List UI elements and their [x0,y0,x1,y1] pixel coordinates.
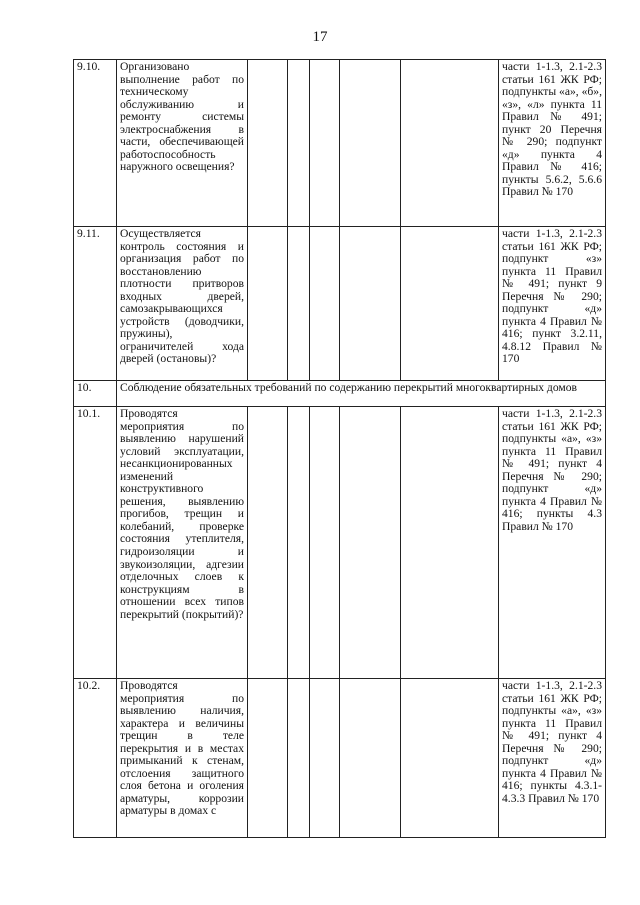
section-row [74,381,606,407]
reference-cell: части 1-1.3, 2.1-2.3 статьи 161 ЖК РФ; подпункты «а», «з» пункта 11 Правил № 491; пункт 4 Перечня № 290; подпункт «д» пункта 4 Правил № 416; пункты 4.3 Правил № 170 [499,407,606,679]
answer-na-cell [310,60,340,227]
item-number: 10.1. [74,407,117,679]
comment-cell [401,407,499,679]
question-cell: Осуществляется контроль состояния и организация работ по восстановлению плотности притворов входных дверей, самозакрывающихся устройств (доводчики, пружины), ограничителей хода дверей (остановы)? [117,227,248,381]
reference-cell: части 1-1.3, 2.1-2.3 статьи 161 ЖК РФ; подпункты «а», «з» пункта 11 Правил № 491; пункт 4 Перечня № 290; подпункт «д» пункта 4 Правил № 416; пункты 4.3.1-4.3.3 Правил № 170 [499,679,606,838]
answer-no-cell [288,679,310,838]
section-number: 10. [74,381,117,407]
answer-na-cell [310,407,340,679]
answer-yes-cell [248,60,288,227]
item-number: 9.10. [74,60,117,227]
comment-cell [401,679,499,838]
notes-cell [340,679,401,838]
question-cell: Проводятся мероприятия по выявлению нарушений условий эксплуатации, несанкционированных изменений конструктивного решения, выявлению прогибов, трещин и колебаний, проверке состояния утеплителя, гидроизоляции и звукоизоляции, адгезии отделочных слоев к конструкциям в отношении всех типов перекрытий (покрытий)? [117,407,248,679]
answer-yes-cell [248,227,288,381]
answer-no-cell [288,60,310,227]
section-title: Соблюдение обязательных требований по содержанию перекрытий многоквартирных домов [117,381,606,407]
item-number: 10.2. [74,679,117,838]
answer-na-cell [310,679,340,838]
table-row [74,60,606,227]
answer-no-cell [288,227,310,381]
answer-no-cell [288,407,310,679]
reference-cell: части 1-1.3, 2.1-2.3 статьи 161 ЖК РФ; подпункт «з» пункта 11 Правил № 491; пункт 9 Перечня № 290; подпункт «д» пункта 4 Правил № 416; пункт 3.2.11, 4.8.12 Правил № 170 [499,227,606,381]
notes-cell [340,227,401,381]
question-cell: Проводятся мероприятия по выявлению наличия, характера и величины трещин в теле перекрытия и в местах примыканий к стенам, отслоения защитного слоя бетона и оголения арматуры, коррозии арматуры в домах с [117,679,248,838]
item-number: 9.11. [74,227,117,381]
page-number: 17 [312,29,328,45]
comment-cell [401,60,499,227]
notes-cell [340,60,401,227]
comment-cell [401,227,499,381]
question-cell: Организовано выполнение работ по техническому обслуживанию и ремонту системы электроснабжения в части, обеспечивающей работоспособность наружного освещения? [117,60,248,227]
table-row [74,227,606,381]
table-row [74,407,606,679]
answer-na-cell [310,227,340,381]
answer-yes-cell [248,407,288,679]
notes-cell [340,407,401,679]
checklist-table [73,59,606,838]
table-row [74,679,606,838]
reference-cell: части 1-1.3, 2.1-2.3 статьи 161 ЖК РФ; подпункты «а», «б», «з», «л» пункта 11 Правил № 491; пункт 20 Перечня № 290; подпункт «д» пункта 4 Правил № 416; пункты 5.6.2, 5.6.6 Правил № 170 [499,60,606,227]
answer-yes-cell [248,679,288,838]
